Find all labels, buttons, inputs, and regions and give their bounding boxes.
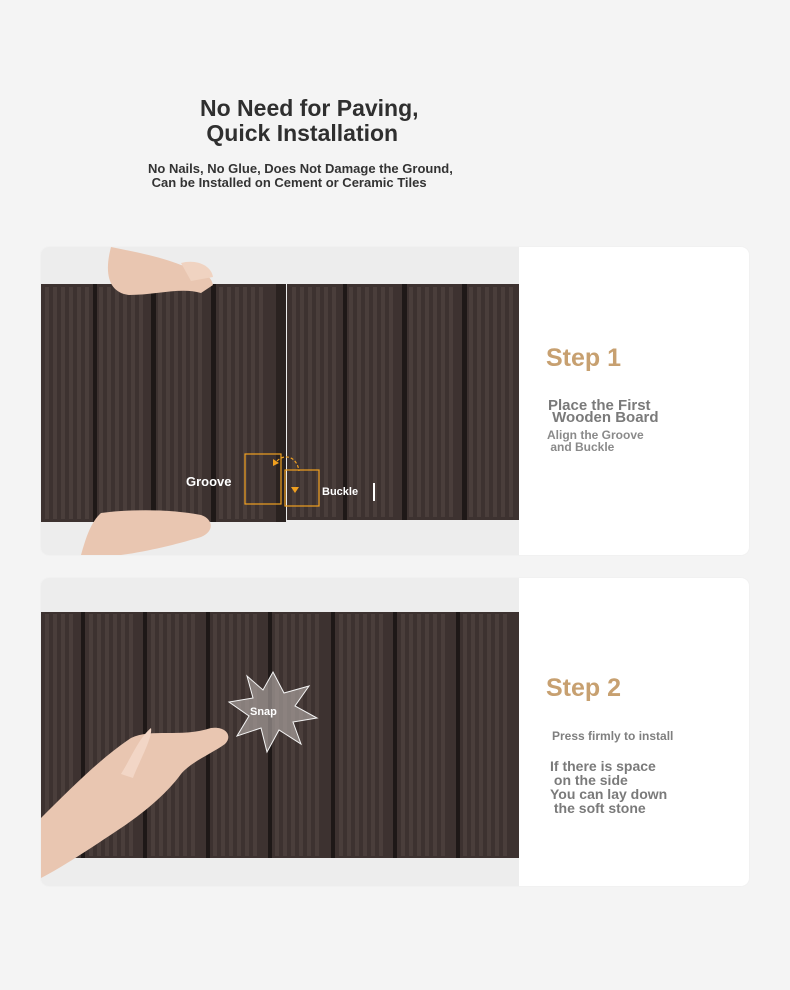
right-deck-tile	[287, 284, 519, 520]
header	[0, 0, 790, 240]
step-1-instruction: Place the First Wooden Board	[548, 397, 659, 426]
step-1-title: Step 1	[546, 344, 622, 372]
step-2-illustration	[41, 578, 519, 886]
step-2-photo	[41, 578, 519, 886]
page-subtitle: No Nails, No Glue, Does Not Damage the Ground, Can be Installed on Cement or Ceramic Tiles	[148, 161, 453, 190]
step-1-photo	[41, 247, 519, 555]
step-2-title: Step 2	[546, 674, 622, 702]
step-2-detail: Press firmly to install	[552, 729, 674, 743]
left-deck-tile	[41, 284, 286, 522]
groove-label: Groove	[186, 474, 232, 489]
page-title: No Need for Paving, Quick Installation	[200, 95, 419, 146]
step-1-illustration	[41, 247, 519, 555]
step-1-card	[41, 247, 749, 555]
step-1-detail: Align the Groove and Buckle	[547, 428, 644, 454]
buckle-label: Buckle	[322, 486, 359, 498]
snap-label: Snap	[250, 706, 277, 718]
step-2-instruction: If there is space on the side You can lay down the soft stone	[550, 758, 668, 816]
step-2-card	[41, 578, 749, 886]
